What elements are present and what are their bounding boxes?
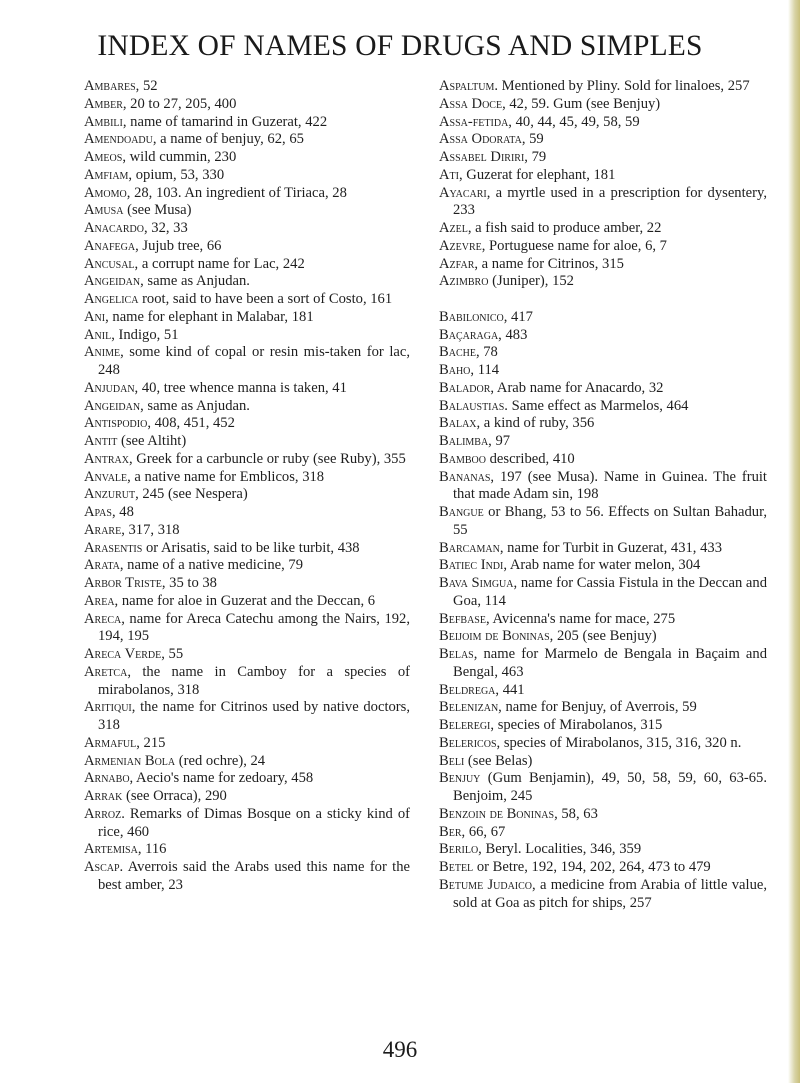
index-entry: [84, 202, 410, 220]
index-entry: [84, 540, 410, 558]
entry-text: or Arisatis, said to be like turbit, 438: [142, 539, 360, 556]
index-entry: [439, 273, 767, 291]
entry-text: same as Anjudan.: [143, 397, 250, 414]
entry-text: 40, tree whence manna is taken, 41: [138, 379, 347, 396]
entry-text: 97: [491, 433, 511, 449]
entry-text: root, said to have been a sort of Costo, 161: [138, 291, 393, 307]
entry-text: species of Mirabolanos, 315, 316, 320 n.: [500, 734, 742, 751]
index-entry: [439, 575, 767, 611]
index-entry: [84, 611, 410, 647]
entry-term: Apas,: [84, 504, 116, 520]
entry-text: Remarks of Dimas Bosque on a sticky kind of rice, 460: [98, 805, 410, 840]
index-entry: [84, 291, 410, 309]
entry-text: 32, 33: [147, 220, 188, 236]
index-entry: [439, 415, 767, 433]
index-entry: [84, 451, 410, 469]
entry-term: Anacardo,: [84, 220, 148, 236]
index-entry: [439, 131, 767, 149]
entry-text: a fish said to produce amber, 22: [471, 220, 662, 236]
entry-term: Anzurut,: [84, 486, 139, 503]
index-entry: [84, 327, 410, 345]
index-entry: [84, 699, 410, 735]
entry-text: 58, 63: [557, 805, 598, 822]
entry-text: 408, 451, 452: [150, 415, 235, 432]
entry-term: Antit: [84, 433, 118, 449]
entry-term: Anvale,: [84, 468, 131, 485]
entry-term: Betel: [439, 859, 474, 875]
entry-term: Assa Doce,: [439, 95, 506, 112]
entry-term: Ameos,: [84, 149, 126, 165]
index-column-left: [84, 78, 410, 895]
entry-term: Amusa: [84, 202, 124, 219]
index-entry: [439, 824, 767, 842]
index-entry: [439, 167, 767, 185]
entry-term: Balimba,: [439, 433, 492, 449]
entry-text: 483: [501, 326, 528, 343]
entry-text: wild cummin, 230: [125, 149, 237, 165]
index-entry: [84, 664, 410, 700]
entry-text: 66, 67: [465, 823, 506, 840]
entry-text: name for Areca Catechu among the Nairs, 192, 194, 195: [98, 610, 410, 645]
entry-term: Bava Simgua,: [439, 575, 518, 591]
entry-text: 48: [115, 504, 134, 520]
index-entry: [439, 344, 767, 362]
index-entry: [439, 628, 767, 646]
entry-text: name of tamarind in Guzerat, 422: [126, 113, 328, 130]
entry-term: Angeidan,: [84, 273, 144, 290]
entry-text: (red ochre), 24: [175, 752, 266, 769]
entry-term: Babilonico,: [439, 308, 508, 325]
entry-text: a native name for Emblicos, 318: [130, 468, 325, 485]
entry-text: opium, 53, 330: [132, 166, 225, 183]
index-entry: [439, 78, 767, 96]
entry-term: Angelica: [84, 291, 139, 307]
entry-text: Indigo, 51: [114, 326, 179, 343]
entry-term: Baho,: [439, 362, 475, 378]
entry-term: Arrak: [84, 788, 123, 804]
index-entry: [84, 131, 410, 149]
entry-term: Balaustias.: [439, 397, 508, 414]
entry-text: 20 to 27, 205, 400: [126, 95, 237, 112]
entry-text: 40, 44, 45, 49, 58, 59: [511, 113, 640, 130]
entry-term: Beleregi,: [439, 717, 495, 733]
index-entry: [439, 646, 767, 682]
entry-term: Armaful,: [84, 734, 140, 751]
entry-text: (Juniper), 152: [488, 273, 574, 290]
index-entry: [84, 167, 410, 185]
page-number: 496: [382, 1037, 418, 1062]
index-entry: [439, 327, 767, 345]
entry-text: a kind of ruby, 356: [480, 415, 595, 432]
entry-text: name for Turbit in Guzerat, 431, 433: [503, 539, 722, 556]
entry-term: Azel,: [439, 220, 472, 236]
entry-text: some kind of copal or resin mis-taken for lac, 248: [98, 344, 410, 378]
index-entry: [439, 380, 767, 398]
entry-term: Ambili,: [84, 113, 127, 130]
entry-text: Arab name for water melon, 304: [507, 557, 701, 574]
entry-term: Bananas,: [439, 468, 495, 485]
entry-term: Belericos,: [439, 734, 501, 751]
entry-term: Ati,: [439, 166, 463, 183]
entry-text: the name in Camboy for a species of mirabolanos, 318: [98, 663, 410, 698]
entry-term: Arnabo,: [84, 770, 134, 787]
index-entry: [84, 753, 410, 771]
entry-text: (see Belas): [464, 752, 533, 769]
index-entry: [84, 735, 410, 753]
entry-term: Batiec Indi,: [439, 557, 507, 574]
index-entry: [84, 504, 410, 522]
index-entry: [439, 504, 767, 540]
index-entry: [439, 451, 767, 469]
index-entry: [84, 220, 410, 238]
entry-term: Azimbro: [439, 273, 489, 290]
index-entry: [84, 185, 410, 203]
entry-term: Amomo,: [84, 184, 131, 201]
entry-term: Azfar,: [439, 255, 479, 272]
index-entry: [84, 806, 410, 842]
entry-term: Arasentis: [84, 539, 143, 556]
index-entry: [439, 220, 767, 238]
index-entry: [439, 256, 767, 274]
entry-text: 52: [139, 78, 158, 94]
entry-term: Anil,: [84, 326, 115, 343]
entry-text: 317, 318: [124, 521, 180, 538]
entry-text: Greek for a carbuncle or ruby (see Ruby), 355: [132, 450, 406, 467]
index-entry: [439, 717, 767, 735]
index-entry: [84, 593, 410, 611]
index-entry: [84, 859, 410, 895]
entry-text: the name for Citrinos used by native doctors, 318: [98, 699, 410, 733]
entry-text: 28, 103. An ingredient of Tiriaca, 28: [130, 184, 347, 201]
entry-text: (see Musa): [123, 202, 192, 219]
index-entry: [439, 841, 767, 859]
entry-term: Belenizan,: [439, 699, 502, 716]
entry-term: Aspaltum.: [439, 78, 499, 94]
entry-term: Benjuy: [439, 770, 481, 787]
entry-term: Aritiqui,: [84, 699, 136, 716]
index-entry: [439, 699, 767, 717]
index-entry: [84, 486, 410, 504]
entry-text: Guzerat for elephant, 181: [462, 166, 616, 183]
index-entry: [84, 770, 410, 788]
entry-text: a myrtle used in a prescription for dysentery, 233: [453, 184, 767, 219]
entry-text: Avicenna's name for mace, 275: [489, 610, 676, 627]
entry-text: Same effect as Marmelos, 464: [507, 397, 689, 414]
index-entry: [84, 114, 410, 132]
index-entry: [439, 770, 767, 806]
index-entry: [439, 877, 767, 913]
entry-text: (see Altiht): [117, 433, 187, 449]
index-entry: [84, 433, 410, 451]
index-entry: [439, 362, 767, 380]
entry-term: Ber,: [439, 823, 466, 840]
index-entry: [439, 433, 767, 451]
entry-term: Artemisa,: [84, 841, 142, 858]
entry-term: Arare,: [84, 521, 125, 538]
index-entry: [84, 149, 410, 167]
entry-text: a medicine from Arabia of little value, sold at Goa as pitch for ships, 257: [453, 876, 767, 911]
index-entry: [84, 469, 410, 487]
index-entry: [439, 611, 767, 629]
entry-term: Beli: [439, 752, 465, 769]
entry-text: Jujub tree, 66: [138, 237, 222, 254]
entry-term: Aretca,: [84, 663, 131, 680]
index-entry: [439, 735, 767, 753]
index-entry: [84, 557, 410, 575]
entry-term: Berilo,: [439, 841, 482, 858]
entry-term: Arbor Triste,: [84, 575, 166, 591]
entry-text: name for Cassia Fistula in the Deccan and Goa, 114: [453, 575, 768, 609]
entry-term: Armenian Bola: [84, 752, 176, 769]
entry-term: Anime,: [84, 344, 124, 361]
index-entry: [84, 78, 410, 96]
index-entry: [84, 380, 410, 398]
entry-text: species of Mirabolanos, 315: [494, 717, 663, 733]
index-entry: [84, 256, 410, 274]
entry-text: described, 410: [485, 450, 575, 467]
entry-term: Areca,: [84, 610, 125, 627]
entry-text: Mentioned by Pliny. Sold for linaloes, 257: [498, 78, 750, 94]
entry-text: 215: [139, 734, 166, 751]
index-entry: [439, 398, 767, 416]
index-entry: [439, 114, 767, 132]
entry-term: Bache,: [439, 344, 480, 361]
entry-text: a name of benjuy, 62, 65: [156, 131, 304, 148]
index-entry: [84, 96, 410, 114]
entry-text: 441: [499, 681, 525, 698]
entry-text: Beryl. Localities, 346, 359: [481, 841, 642, 858]
index-entry: [84, 841, 410, 859]
entry-text: name for Marmelo de Bengala in Baçaim and Bengal, 463: [453, 646, 767, 680]
entry-text: 35 to 38: [165, 575, 217, 591]
index-entry: [439, 238, 767, 256]
index-entry: [84, 398, 410, 416]
index-entry: [439, 682, 767, 700]
index-entry: [439, 309, 767, 327]
entry-term: Anjudan,: [84, 379, 139, 396]
entry-term: Ayacari,: [439, 184, 491, 201]
entry-text: 59: [525, 131, 544, 148]
entry-term: Arata,: [84, 557, 124, 574]
index-entry: [439, 806, 767, 824]
entry-text: Arab name for Anacardo, 32: [494, 379, 664, 396]
index-entry: [84, 273, 410, 291]
entry-term: Arroz.: [84, 805, 125, 822]
entry-text: 417: [507, 308, 533, 325]
entry-term: Assa Odorata,: [439, 131, 526, 148]
entry-text: (Gum Benjamin), 49, 50, 58, 59, 60, 63-65. Benjoim, 245: [453, 770, 767, 804]
entry-term: Angeidan,: [84, 397, 144, 414]
entry-term: Bangue: [439, 504, 484, 520]
entry-text: same as Anjudan.: [143, 273, 250, 290]
entry-term: Beldrega,: [439, 681, 500, 698]
index-entry: [84, 522, 410, 540]
entry-text: name of a native medicine, 79: [123, 557, 304, 574]
entry-text: 42, 59. Gum (see Benjuy): [505, 95, 661, 112]
entry-text: (see Orraca), 290: [122, 788, 227, 804]
entry-text: 79: [527, 149, 547, 165]
entry-text: 197 (see Musa). Name in Guinea. The fruit that made Adam sin, 198: [453, 468, 767, 503]
index-column-right: [439, 78, 767, 912]
entry-term: Befbase,: [439, 610, 490, 627]
index-entry: [84, 344, 410, 380]
entry-term: Areca Verde,: [84, 646, 165, 662]
index-entry: [439, 469, 767, 505]
page-edge-shading: [788, 0, 800, 1083]
index-entry: [84, 788, 410, 806]
entry-term: Balax,: [439, 415, 481, 432]
entry-text: 116: [141, 841, 167, 858]
entry-text: Averrois said the Arabs used this name for the best amber, 23: [98, 859, 410, 893]
entry-text: name for Benjuy, of Averrois, 59: [501, 699, 697, 716]
index-entry: [439, 96, 767, 114]
index-entry: [84, 309, 410, 327]
index-entry: [84, 415, 410, 433]
entry-term: Benzoin de Boninas,: [439, 805, 558, 822]
entry-term: Amber,: [84, 95, 127, 112]
entry-term: Amfiam,: [84, 166, 133, 183]
entry-term: Azevre,: [439, 237, 486, 254]
entry-text: name for elephant in Malabar, 181: [108, 308, 314, 325]
index-entry: [84, 646, 410, 664]
index-entry: [84, 238, 410, 256]
entry-text: a corrupt name for Lac, 242: [138, 255, 305, 272]
entry-term: Betume Judaico,: [439, 876, 536, 893]
entry-term: Baçaraga,: [439, 326, 502, 343]
entry-term: Beijoim de Boninas,: [439, 628, 554, 645]
entry-text: a name for Citrinos, 315: [478, 255, 624, 272]
index-entry: [84, 575, 410, 593]
entry-text: 114: [474, 362, 500, 378]
entry-term: Amendoadu,: [84, 131, 157, 148]
entry-term: Ambares,: [84, 78, 140, 94]
entry-text: 245 (see Nespera): [138, 486, 248, 503]
entry-text: 55: [164, 646, 184, 662]
index-entry: [439, 149, 767, 167]
entry-text: or Betre, 192, 194, 202, 264, 473 to 479: [473, 859, 711, 875]
entry-term: Antrax,: [84, 450, 133, 467]
entry-term: Ani,: [84, 308, 109, 325]
entry-text: 78: [479, 344, 498, 361]
entry-text: Aecio's name for zedoary, 458: [133, 770, 314, 787]
entry-term: Ascap.: [84, 859, 124, 875]
entry-term: Barcaman,: [439, 539, 504, 556]
entry-term: Assa-fetida,: [439, 113, 512, 130]
entry-term: Anafega,: [84, 237, 139, 254]
entry-text: Portuguese name for aloe, 6, 7: [485, 237, 667, 254]
entry-term: Antispodio,: [84, 415, 151, 432]
index-entry: [439, 540, 767, 558]
entry-text: 205 (see Benjuy): [553, 628, 657, 645]
index-entry: [439, 859, 767, 877]
entry-term: Bamboo: [439, 450, 486, 467]
page-title: INDEX OF NAMES OF DRUGS AND SIMPLES: [97, 30, 703, 62]
entry-term: Assabel Diriri,: [439, 149, 528, 165]
entry-text: name for aloe in Guzerat and the Deccan, 6: [118, 592, 376, 609]
index-entry: [439, 185, 767, 221]
entry-term: Belas,: [439, 646, 478, 662]
entry-text: or Bhang, 53 to 56. Effects on Sultan Bahadur, 55: [453, 504, 767, 538]
index-entry: [439, 557, 767, 575]
entry-term: Ancusal,: [84, 255, 139, 272]
entry-term: Area,: [84, 592, 119, 609]
entry-term: Balador,: [439, 379, 495, 396]
index-entry: [439, 753, 767, 771]
